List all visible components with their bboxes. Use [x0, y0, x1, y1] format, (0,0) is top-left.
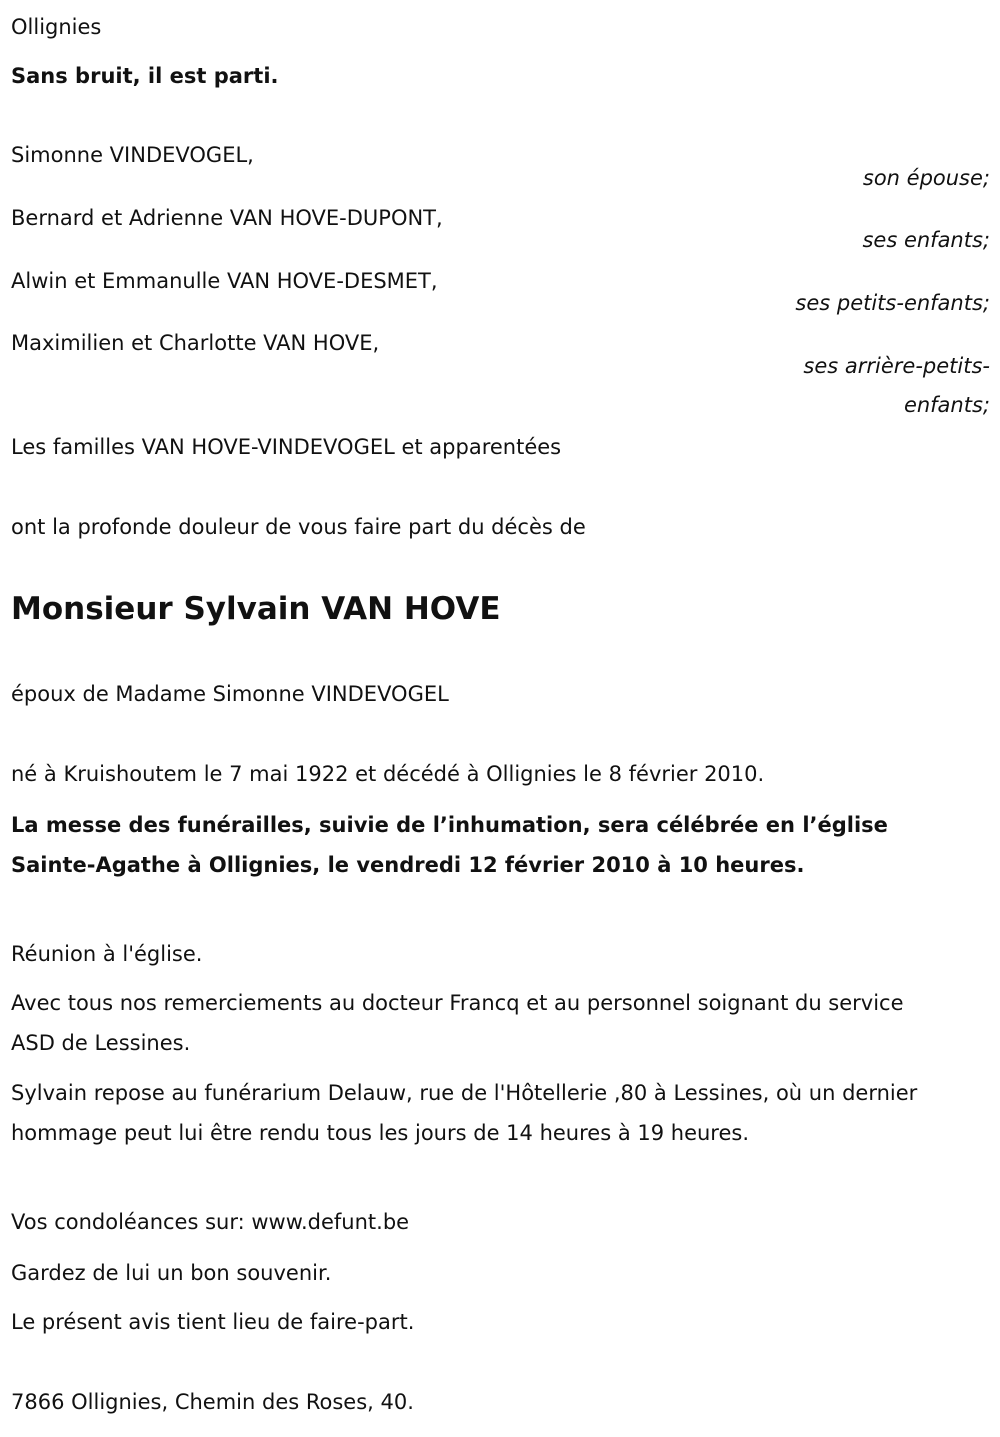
condolences [11, 1202, 409, 1242]
notice: Le présent avis tient lieu de faire-part. [11, 1310, 415, 1334]
family-relation: ses petits-enfants; [795, 291, 990, 315]
family-relation: ses enfants; [862, 228, 990, 252]
families-line: Les familles VAN HOVE-VINDEVOGEL et apparentées [11, 435, 562, 459]
condolences-link[interactable]: www.defunt.be [251, 1210, 410, 1234]
motto: Sans bruit, il est parti. [11, 64, 279, 88]
family-names: Simonne VINDEVOGEL, [11, 143, 254, 167]
family-names: Bernard et Adrienne VAN HOVE-DUPONT, [11, 206, 443, 230]
family-names: Alwin et Emmanulle VAN HOVE-DESMET, [11, 269, 438, 293]
family-names: Maximilien et Charlotte VAN HOVE, [11, 331, 380, 355]
family-relation: ses arrière-petits- [803, 354, 990, 378]
thanks: Avec tous nos remerciements au docteur Francq et au personnel soignant du service ASD de Lessines. [11, 991, 904, 1055]
deceased-name: Monsieur Sylvain VAN HOVE [11, 591, 501, 627]
condolences-label: Vos condoléances sur: [11, 1210, 252, 1234]
memory: Gardez de lui un bon souvenir. [11, 1261, 332, 1285]
funeral-info: La messe des funérailles, suivie de l’inhumation, sera célébrée en l’église Sainte-Agathe à Ollignies, le vendredi 12 février 2010 à 10 heures. [11, 813, 888, 877]
address: 7866 Ollignies, Chemin des Roses, 40. [11, 1390, 414, 1414]
family-relation: son épouse; [862, 166, 990, 190]
spouse-line: époux de Madame Simonne VINDEVOGEL [11, 682, 449, 706]
meeting: Réunion à l'église. [11, 942, 203, 966]
rest-info: Sylvain repose au funérarium Delauw, rue de l'Hôtellerie ,80 à Lessines, où un dernier hommage peut lui être rendu tous les jours de 14 heures à 19 heures. [11, 1081, 918, 1145]
announcement: ont la profonde douleur de vous faire part du décès de [11, 515, 586, 539]
birth-death: né à Kruishoutem le 7 mai 1922 et décédé à Ollignies le 8 février 2010. [11, 762, 765, 786]
family-relation-cont: enfants; [903, 393, 990, 417]
place: Ollignies [11, 15, 102, 39]
